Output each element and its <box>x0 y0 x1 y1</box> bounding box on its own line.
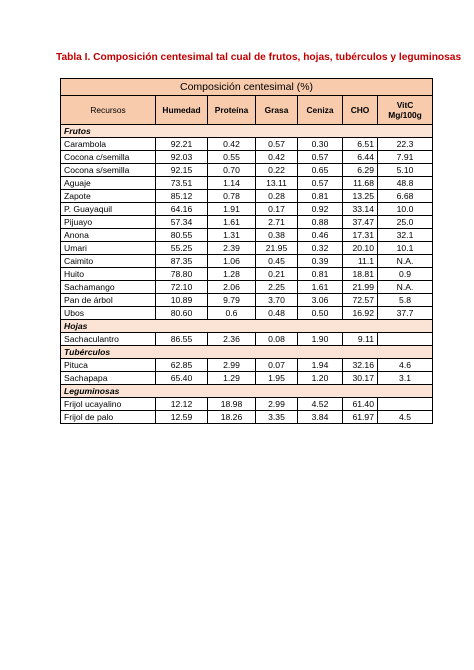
value-cell: 7.91 <box>378 151 433 164</box>
value-cell: 10.1 <box>378 242 433 255</box>
value-cell: 1.91 <box>208 203 256 216</box>
value-cell: 3.84 <box>298 411 343 424</box>
group-filler <box>208 125 256 138</box>
value-cell: 10.89 <box>156 294 208 307</box>
resource-name-cell: Umari <box>61 242 156 255</box>
value-cell: 6.68 <box>378 190 433 203</box>
table-title: Tabla I. Composición centesimal tal cual de frutos, hojas, tubérculos y leguminosas <box>56 52 462 63</box>
value-cell: 57.34 <box>156 216 208 229</box>
value-cell: 32.1 <box>378 229 433 242</box>
table-row <box>61 268 433 281</box>
value-cell <box>378 333 433 346</box>
group-filler <box>378 125 433 138</box>
value-cell: 5.8 <box>378 294 433 307</box>
group-row <box>61 385 433 398</box>
resource-name-cell: Sachaculantro <box>61 333 156 346</box>
value-cell: 61.40 <box>343 398 378 411</box>
resource-name-cell: Huito <box>61 268 156 281</box>
group-filler <box>156 385 208 398</box>
resource-name-cell: Sachamango <box>61 281 156 294</box>
value-cell: 64.16 <box>156 203 208 216</box>
resource-name-cell: Zapote <box>61 190 156 203</box>
table-row <box>61 177 433 190</box>
resource-name-cell: Caimito <box>61 255 156 268</box>
value-cell: 0.32 <box>298 242 343 255</box>
value-cell: 13.25 <box>343 190 378 203</box>
group-label: Tubérculos <box>61 346 156 359</box>
column-header: Proteína <box>208 96 256 125</box>
value-cell: 86.55 <box>156 333 208 346</box>
value-cell: 0.42 <box>208 138 256 151</box>
resource-name-cell: Frijol ucayalino <box>61 398 156 411</box>
value-cell: 21.95 <box>256 242 298 255</box>
value-cell: 62.85 <box>156 359 208 372</box>
value-cell: 92.21 <box>156 138 208 151</box>
value-cell: 0.22 <box>256 164 298 177</box>
value-cell: 3.70 <box>256 294 298 307</box>
value-cell: 78.80 <box>156 268 208 281</box>
value-cell: 37.7 <box>378 307 433 320</box>
value-cell: 13.11 <box>256 177 298 190</box>
value-cell: 20.10 <box>343 242 378 255</box>
column-header: VitC Mg/100g <box>378 96 433 125</box>
value-cell: 30.17 <box>343 372 378 385</box>
value-cell: 0.30 <box>298 138 343 151</box>
value-cell: N.A. <box>378 255 433 268</box>
group-filler <box>256 346 298 359</box>
value-cell: 18.98 <box>208 398 256 411</box>
value-cell: 0.81 <box>298 190 343 203</box>
group-filler <box>208 320 256 333</box>
value-cell: N.A. <box>378 281 433 294</box>
resource-name-cell: Ubos <box>61 307 156 320</box>
resource-name-cell: Sachapapa <box>61 372 156 385</box>
value-cell: 6.51 <box>343 138 378 151</box>
column-header: CHO <box>343 96 378 125</box>
value-cell: 32.16 <box>343 359 378 372</box>
table-row <box>61 242 433 255</box>
group-filler <box>208 346 256 359</box>
table-row <box>61 398 433 411</box>
group-filler <box>298 125 343 138</box>
super-header: Composición centesimal (%) <box>61 79 433 96</box>
value-cell: 85.12 <box>156 190 208 203</box>
group-filler <box>343 125 378 138</box>
group-filler <box>298 320 343 333</box>
value-cell: 0.65 <box>298 164 343 177</box>
value-cell: 6.44 <box>343 151 378 164</box>
value-cell: 3.06 <box>298 294 343 307</box>
resource-name-cell: Pijuayo <box>61 216 156 229</box>
value-cell: 0.45 <box>256 255 298 268</box>
value-cell: 33.14 <box>343 203 378 216</box>
value-cell: 73.51 <box>156 177 208 190</box>
value-cell: 2.25 <box>256 281 298 294</box>
value-cell: 1.28 <box>208 268 256 281</box>
value-cell: 9.79 <box>208 294 256 307</box>
group-filler <box>343 385 378 398</box>
value-cell: 18.26 <box>208 411 256 424</box>
group-filler <box>156 125 208 138</box>
value-cell: 12.59 <box>156 411 208 424</box>
value-cell: 12.12 <box>156 398 208 411</box>
resource-name-cell: Aguaje <box>61 177 156 190</box>
resource-name-cell: Anona <box>61 229 156 242</box>
value-cell: 0.07 <box>256 359 298 372</box>
resource-name-cell: Cocona s/semilla <box>61 164 156 177</box>
group-row <box>61 125 433 138</box>
table-body <box>61 125 433 424</box>
value-cell: 0.17 <box>256 203 298 216</box>
table-row <box>61 294 433 307</box>
value-cell: 0.42 <box>256 151 298 164</box>
value-cell: 2.39 <box>208 242 256 255</box>
value-cell: 0.57 <box>256 138 298 151</box>
value-cell: 2.99 <box>256 398 298 411</box>
resource-name-cell: P. Guayaquil <box>61 203 156 216</box>
group-filler <box>378 385 433 398</box>
table-row <box>61 216 433 229</box>
value-cell: 61.97 <box>343 411 378 424</box>
value-cell: 4.6 <box>378 359 433 372</box>
value-cell: 48.8 <box>378 177 433 190</box>
value-cell: 18.81 <box>343 268 378 281</box>
value-cell: 0.57 <box>298 151 343 164</box>
value-cell: 0.39 <box>298 255 343 268</box>
value-cell: 0.81 <box>298 268 343 281</box>
table-row <box>61 359 433 372</box>
resource-name-cell: Frijol de palo <box>61 411 156 424</box>
value-cell: 0.88 <box>298 216 343 229</box>
value-cell: 1.61 <box>208 216 256 229</box>
value-cell <box>378 398 433 411</box>
value-cell: 65.40 <box>156 372 208 385</box>
value-cell: 0.21 <box>256 268 298 281</box>
value-cell: 0.38 <box>256 229 298 242</box>
group-filler <box>298 346 343 359</box>
column-header-row <box>61 96 433 125</box>
column-header: Humedad <box>156 96 208 125</box>
value-cell: 21.99 <box>343 281 378 294</box>
column-header: Recursos <box>61 96 156 125</box>
table-row <box>61 229 433 242</box>
value-cell: 37.47 <box>343 216 378 229</box>
group-filler <box>256 320 298 333</box>
value-cell: 25.0 <box>378 216 433 229</box>
group-filler <box>156 346 208 359</box>
value-cell: 1.31 <box>208 229 256 242</box>
table-row <box>61 151 433 164</box>
resource-name-cell: Carambola <box>61 138 156 151</box>
value-cell: 0.9 <box>378 268 433 281</box>
value-cell: 5.10 <box>378 164 433 177</box>
value-cell: 2.36 <box>208 333 256 346</box>
value-cell: 1.95 <box>256 372 298 385</box>
value-cell: 2.06 <box>208 281 256 294</box>
group-filler <box>208 385 256 398</box>
value-cell: 72.10 <box>156 281 208 294</box>
value-cell: 80.55 <box>156 229 208 242</box>
table-row <box>61 190 433 203</box>
value-cell: 0.57 <box>298 177 343 190</box>
table-row <box>61 281 433 294</box>
resource-name-cell: Pan de árbol <box>61 294 156 307</box>
value-cell: 80.60 <box>156 307 208 320</box>
table-row <box>61 164 433 177</box>
group-filler <box>378 320 433 333</box>
value-cell: 0.92 <box>298 203 343 216</box>
value-cell: 3.35 <box>256 411 298 424</box>
resource-name-cell: Pituca <box>61 359 156 372</box>
table-row <box>61 138 433 151</box>
column-header: Grasa <box>256 96 298 125</box>
value-cell: 9.11 <box>343 333 378 346</box>
value-cell: 6.29 <box>343 164 378 177</box>
group-filler <box>343 346 378 359</box>
value-cell: 11.68 <box>343 177 378 190</box>
group-label: Leguminosas <box>61 385 156 398</box>
value-cell: 1.90 <box>298 333 343 346</box>
value-cell: 22.3 <box>378 138 433 151</box>
value-cell: 4.5 <box>378 411 433 424</box>
group-row <box>61 320 433 333</box>
value-cell: 0.78 <box>208 190 256 203</box>
value-cell: 10.0 <box>378 203 433 216</box>
table-row <box>61 307 433 320</box>
value-cell: 1.29 <box>208 372 256 385</box>
group-filler <box>343 320 378 333</box>
table-row <box>61 411 433 424</box>
group-filler <box>378 346 433 359</box>
table-row <box>61 372 433 385</box>
value-cell: 2.99 <box>208 359 256 372</box>
value-cell: 16.92 <box>343 307 378 320</box>
group-label: Frutos <box>61 125 156 138</box>
value-cell: 0.6 <box>208 307 256 320</box>
value-cell: 3.1 <box>378 372 433 385</box>
value-cell: 92.03 <box>156 151 208 164</box>
resource-name-cell: Cocona c/semilla <box>61 151 156 164</box>
table-row <box>61 333 433 346</box>
value-cell: 0.70 <box>208 164 256 177</box>
value-cell: 17.31 <box>343 229 378 242</box>
value-cell: 0.48 <box>256 307 298 320</box>
value-cell: 1.94 <box>298 359 343 372</box>
value-cell: 1.14 <box>208 177 256 190</box>
table-row <box>61 203 433 216</box>
value-cell: 72.57 <box>343 294 378 307</box>
value-cell: 0.50 <box>298 307 343 320</box>
group-label: Hojas <box>61 320 156 333</box>
composition-table <box>60 78 433 424</box>
value-cell: 1.20 <box>298 372 343 385</box>
group-filler <box>256 125 298 138</box>
group-filler <box>298 385 343 398</box>
value-cell: 55.25 <box>156 242 208 255</box>
value-cell: 1.61 <box>298 281 343 294</box>
value-cell: 0.08 <box>256 333 298 346</box>
value-cell: 0.28 <box>256 190 298 203</box>
table-row <box>61 255 433 268</box>
value-cell: 0.46 <box>298 229 343 242</box>
value-cell: 2.71 <box>256 216 298 229</box>
value-cell: 0.55 <box>208 151 256 164</box>
group-row <box>61 346 433 359</box>
value-cell: 1.06 <box>208 255 256 268</box>
value-cell: 87.35 <box>156 255 208 268</box>
group-filler <box>256 385 298 398</box>
column-header: Ceniza <box>298 96 343 125</box>
value-cell: 92.15 <box>156 164 208 177</box>
group-filler <box>156 320 208 333</box>
value-cell: 11.1 <box>343 255 378 268</box>
value-cell: 4.52 <box>298 398 343 411</box>
